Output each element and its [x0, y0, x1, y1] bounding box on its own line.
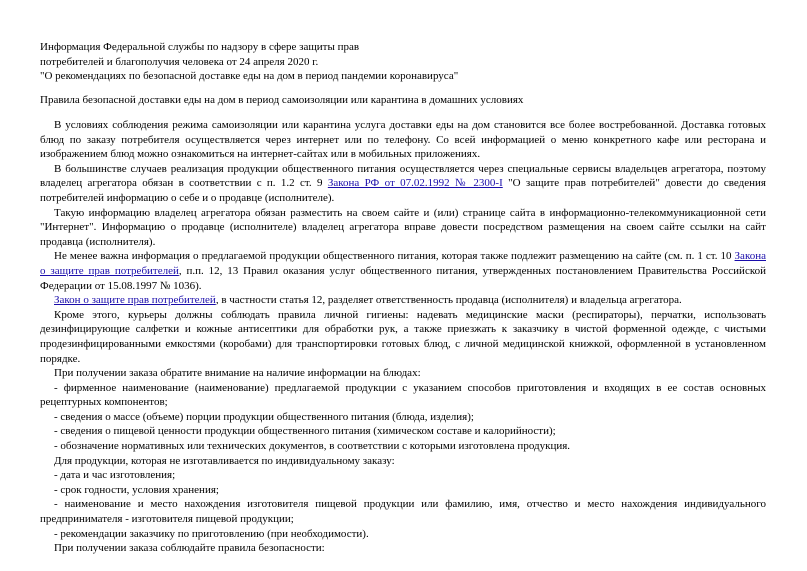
document-header [40, 40, 780, 84]
list-item: - обозначение нормативных или технических документов, в соответствии с которыми изготовлена продукция. [54, 440, 571, 453]
paragraph-4 [40, 249, 766, 293]
paragraph-5-text: , в частности статья 12, разделяет ответственность продавца (исполнителя) и владельца агрегатора. [215, 294, 682, 307]
consumer-law-link-2[interactable]: Закон о защите прав потребителей [54, 294, 216, 307]
paragraph-4-text-a: Не менее важна информация о предлагаемой продукции общественного питания, которая также подлежит размещению на сайте (см. п. 1 ст. 10 [54, 250, 735, 263]
paragraph-3: Такую информацию владелец агрегатора обязан разместить на своем сайте и (или) странице сайта в информационно-телекоммуникационной сети "Интернет". Информацию о продавце (исполнителе) владелец агрегатора вправе довести посредством размещения на своем сайте ссылки на сайт продавца (исполнителя). [40, 206, 766, 248]
list-item: - фирменное наименование (наименование) предлагаемой продукции с указанием способов приготовления и входящих в ее состав основных рецептурных компонентов; [40, 381, 766, 409]
list-item: - срок годности, условия хранения; [54, 483, 219, 496]
paragraph-7: При получении заказа обратите внимание на наличие информации на блюдах: [54, 367, 421, 380]
list-item: - сведения о пищевой ценности продукции общественного питания (химическом составе и калорийности); [54, 425, 556, 438]
law-link-2300[interactable]: Закона РФ от 07.02.1992 № 2300-I [327, 177, 503, 190]
document-title: Правила безопасной доставки еды на дом в период самоизоляции или карантина в домашних условиях [40, 94, 524, 106]
paragraph-1: В условиях соблюдения режима самоизоляции или карантина услуга доставки еды на дом становится все более востребованной. Доставка готовых блюд по заказу потребителя осуществляется через интернет или по телефону. Со всей информацией о меню конкретного кафе или ресторана и изображением блюд можно ознакомиться на интернет-сайтах или в мобильных приложениях. [40, 119, 766, 161]
paragraph-2-text-a: В большинстве случаев реализация продукции общественного питания осуществляется через специальные сервисы владельцев агрегатора, поэтому владелец агрегатора обязан в соответствии с п. 1.2 ст. 9 [40, 162, 766, 190]
paragraph-6: Кроме этого, курьеры должны соблюдать правила личной гигиены: надевать медицинские маски (респираторы), перчатки, использовать дезинфицирующие салфетки и кожные антисептики для обработки рук, а также приезжать к заказчику в чистой форменной одежде, с чистыми продезинфицированными емкостями (коробами) для транспортировки готовых блюд, с личной медицинской книжкой, оформленной в установленном порядке. [40, 308, 766, 365]
header-line-3: "О рекомендациях по безопасной доставке еды на дом в период пандемии коронавируса" [40, 70, 459, 83]
paragraph-4-text-b: , п.п. 12, 13 Правил оказания услуг общественного питания, утвержденных постановлением Правительства Российской Федерации от 15.08.1997 № 1036). [40, 264, 766, 292]
list-item: - сведения о массе (объеме) порции продукции общественного питания (блюда, изделия); [54, 410, 474, 423]
list-item: - дата и час изготовления; [54, 469, 176, 482]
document-body [40, 118, 766, 556]
list-item: - наименование и место нахождения изготовителя пищевой продукции или фамилию, имя, отчество и место нахождения индивидуального предпринимателя - изготовителя пищевой продукции; [40, 498, 766, 526]
header-line-2: потребителей и благополучия человека от 24 апреля 2020 г. [40, 55, 319, 68]
consumer-law-link[interactable]: Закона о защите прав потребителей [40, 250, 766, 277]
header-line-1: Информация Федеральной службы по надзору в сфере защиты прав [40, 41, 360, 53]
paragraph-9: При получении заказа соблюдайте правила безопасности: [54, 542, 325, 555]
paragraph-8: Для продукции, которая не изготавливается по индивидуальному заказу: [54, 454, 395, 467]
paragraph-5 [40, 293, 766, 308]
list-item: - рекомендации заказчику по приготовлению (при необходимости). [54, 527, 369, 540]
paragraph-2 [40, 162, 766, 206]
paragraph-2-text-b: "О защите прав потребителей" довести до сведения потребителей информацию о себе и о продавце (исполнителе). [40, 177, 766, 204]
